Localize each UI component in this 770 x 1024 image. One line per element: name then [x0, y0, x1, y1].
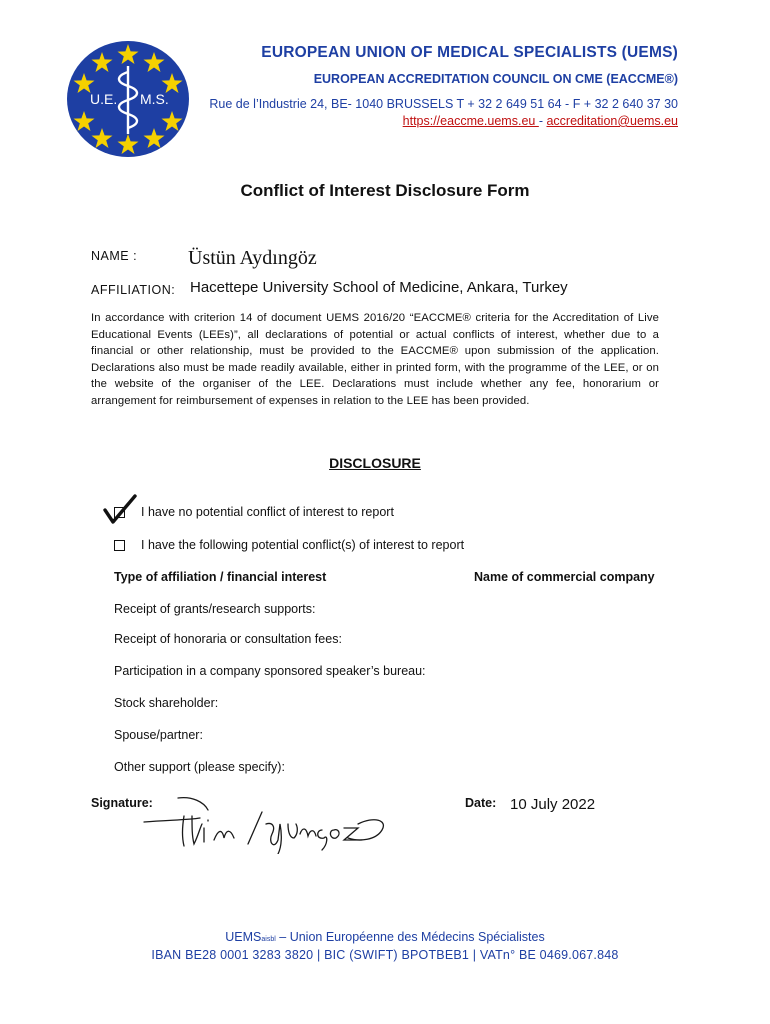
- footer-aisbl: aisbl: [261, 936, 276, 943]
- disclosure-heading: DISCLOSURE: [329, 455, 421, 471]
- affiliation-value[interactable]: Hacettepe University School of Medicine, Ankara, Turkey: [190, 279, 568, 296]
- contact-separator: -: [538, 114, 543, 128]
- uems-logo: [66, 40, 190, 158]
- footer-org-line: [0, 930, 770, 944]
- row-other-support: Other support (please specify):: [114, 760, 285, 774]
- form-title: Conflict of Interest Disclosure Form: [240, 181, 530, 200]
- criterion-paragraph: In accordance with criterion 14 of document UEMS 2016/20 “EACCME® criteria for the Accreditation of Live Educational Events (LEEs)”, all declarations of potential or actual conflicts of interest, whether due to a financial or other relationship, must be provided to the EACCME® upon submission of the application. Declarations also must be made readily available, either in printed form, with the programme of the LEE, or on the website of the organiser of the LEE. Declarations must include whether any fee, honorarium or arrangement for reimbursement of expenses in relation to the LEE has been provided.: [91, 312, 659, 407]
- row-spouse: Spouse/partner:: [114, 728, 203, 742]
- date-value[interactable]: 10 July 2022: [510, 796, 596, 813]
- row-speakers-bureau: Participation in a company sponsored speaker’s bureau:: [114, 664, 426, 678]
- footer-bank-line: IBAN BE28 0001 3283 3820 | BIC (SWIFT) BPOTBEB1 | VATn° BE 0469.067.848: [151, 948, 619, 962]
- contact-links: [403, 114, 678, 128]
- footer-org-name: – Union Européenne des Médecins Spécialistes: [275, 930, 545, 944]
- row-stock: Stock shareholder:: [114, 696, 219, 710]
- handwritten-signature: [138, 794, 388, 854]
- address-line: Rue de l’Industrie 24, BE- 1040 BRUSSELS T + 32 2 649 51 64 - F + 32 2 640 37 30: [209, 97, 678, 111]
- affiliation-label: AFFILIATION:: [91, 283, 176, 297]
- company-name-header: Name of commercial company: [474, 570, 655, 584]
- council-title: EUROPEAN ACCREDITATION COUNCIL ON CME (EACCME®): [313, 72, 678, 86]
- website-link[interactable]: https://eaccme.uems.eu: [402, 114, 539, 128]
- logo-left-text: U.E.: [90, 91, 118, 107]
- name-label: NAME :: [91, 249, 138, 263]
- logo-right-text: M.S.: [140, 91, 169, 107]
- no-conflict-label: I have no potential conflict of interest to report: [141, 505, 394, 519]
- row-grants: Receipt of grants/research supports:: [114, 602, 316, 616]
- email-link[interactable]: accreditation@uems.eu: [546, 114, 678, 128]
- row-honoraria: Receipt of honoraria or consultation fees:: [114, 632, 342, 646]
- footer-uems: UEMS: [225, 930, 262, 944]
- name-value[interactable]: Üstün Aydıngöz: [188, 247, 317, 269]
- checkmark-icon: [103, 494, 137, 526]
- signature-label: Signature:: [91, 796, 153, 810]
- affiliation-type-header: Type of affiliation / financial interest: [114, 570, 327, 584]
- org-title: EUROPEAN UNION OF MEDICAL SPECIALISTS (UEMS): [261, 44, 678, 61]
- has-conflict-label: I have the following potential conflict(s) of interest to report: [141, 538, 465, 552]
- date-label: Date:: [465, 796, 497, 810]
- has-conflict-checkbox[interactable]: [114, 540, 125, 551]
